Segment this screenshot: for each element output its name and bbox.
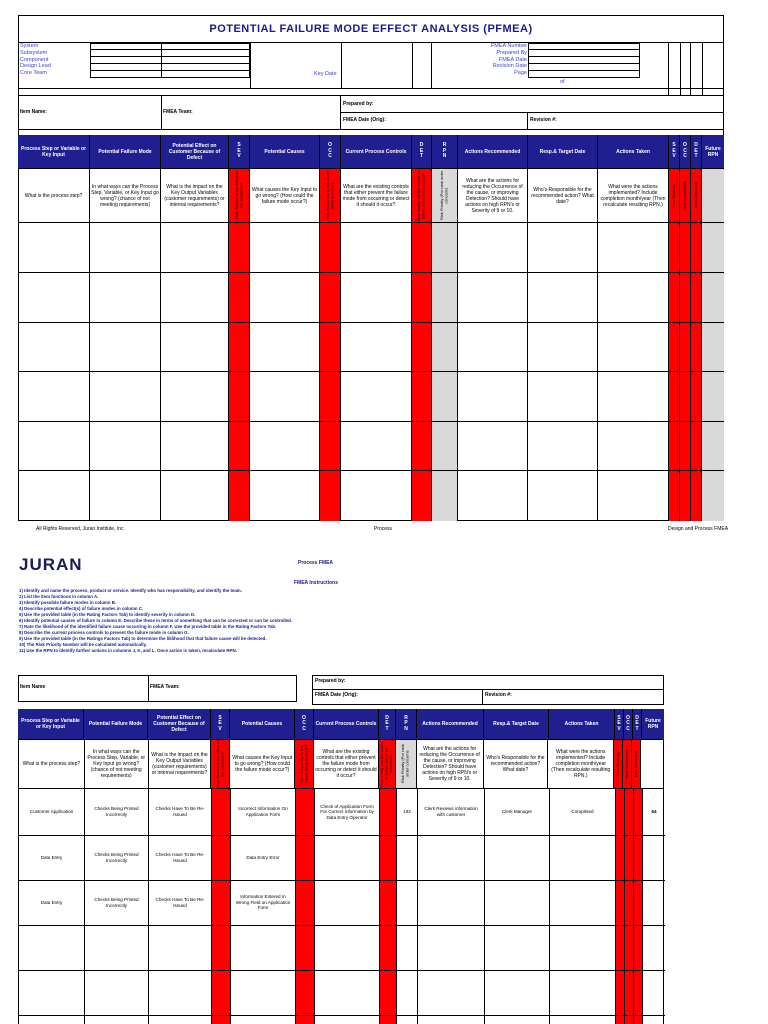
guide-future-rpn [702, 169, 724, 222]
row1-controls[interactable]: Check of Application Form For Correct Information by Data Entry Operator [320, 803, 374, 820]
s2-guide-resp: Who's Responsible for the recommended action? What date? [484, 740, 549, 788]
row2-failure-mode[interactable]: Checks Being Printed Incorrectly [94, 851, 139, 863]
guide-actions-taken: What were the actions implemented? Include completion month/year (Then recalculate resulting RPN.) [598, 169, 669, 222]
col-sev2: S E V [669, 135, 680, 168]
s2-col-future-rpn: Future RPN [642, 709, 664, 739]
s2-col-actions-taken: Actions Taken [549, 709, 615, 739]
row1-causes[interactable]: Incorrect Information On Application Form [238, 806, 288, 817]
s2-guide-det2: New Detection [632, 740, 641, 788]
s2-guide-sev2: New Severity [614, 740, 623, 788]
sheet2-item-name-label: Item Name [20, 684, 46, 690]
s2-col-det2: D E T [633, 709, 642, 739]
s2-guide-det: How easily can the cause or failure mode be detected? [379, 740, 396, 788]
guide-resp: Who's Responsible for the recommended action? What date? [528, 169, 598, 222]
label-fmea-date: FMEA Date [498, 56, 527, 63]
instruction-6: 6) Identify potential causes of failure in column E. Describe these in terms of something that can be corrected or can be controlled. [19, 618, 293, 623]
label-page: Page [514, 70, 527, 77]
instruction-5: 5) Use the provided table (in the Rating Factors Tab) to identify severity in column D. [19, 612, 196, 617]
label-revision-date: Revision Date [492, 63, 527, 70]
s2-col-det: D E T [379, 709, 396, 739]
guide-det2: New Detection [691, 169, 702, 222]
item-name-label: Item Name: [20, 109, 47, 115]
s2-guide-rpn: Risk Priority (Pro rank order concerns [396, 740, 417, 788]
s2-guide-process-step: What is the process step? [19, 740, 85, 788]
instruction-7: 7) Rate the likelihood of the identified failure cause occurring in column F. Use the provided table in the Rating Factors Tab. [19, 624, 277, 629]
guide-occ: How frequently is the cause likely to occur? [320, 169, 341, 222]
key-date-field[interactable] [341, 43, 431, 88]
col-rpn: R P N [432, 135, 458, 168]
instruction-9: 9) Use the provided table (in the Ratings Factors Tab) to determine the liklihood that that failure cause will be detected. [19, 636, 267, 641]
s2-col-sev2: S E V [615, 709, 624, 739]
s2-col-failure-effect: Potential Effect on Customer Because of Defect [148, 709, 211, 739]
col-causes: Potential Causes [250, 135, 320, 168]
s2-col-controls: Current Process Controls [314, 709, 379, 739]
revision-label: Revision #: [530, 117, 557, 123]
design-lead-field[interactable] [90, 64, 250, 71]
s2-col-actions-recommended: Actions Recommended [417, 709, 484, 739]
col-process-step: Process Step or Variable or Key Input [18, 135, 90, 168]
col-occ: O C C [320, 135, 341, 168]
column-header-row [18, 135, 724, 168]
footer-right: Design and Process FMEA [668, 526, 729, 532]
row2-effect[interactable]: Checks Have To Be Re-Issued [155, 851, 205, 863]
col-actions-recommended: Actions Recommended [458, 135, 528, 168]
row1-process-step[interactable]: Customer Application [29, 809, 74, 815]
s2-guide-occ2: New Occurrence [623, 740, 632, 788]
row1-rpn[interactable]: 192 [403, 809, 411, 815]
s2-guide-sev: How Severe is the effect to the customer? [211, 740, 230, 788]
row1-actions[interactable]: Clerk Reviews information with customer [424, 806, 478, 817]
label-page-of: of [560, 79, 565, 85]
col-det2: D E T [691, 135, 702, 168]
s2-col-process-step: Process Step or Variable or Key Input [18, 709, 84, 739]
s2-guide-actions-recommended: What are the actions for reducing the Occurrence of the cause, or improving Detection? Should have actions on high RPN's or Severity of 9 or 10. [417, 740, 484, 788]
col-resp: Resp.& Target Date [528, 135, 598, 168]
instruction-8: 8) Describe the current process controls to prevent the failure mode in column G. [19, 630, 189, 635]
sheet2-column-header-row [18, 709, 664, 739]
instruction-1: 1) Identify and name the process, product or service. Identify who has responsibility, and identify the team. [19, 588, 242, 593]
guide-failure-effect: What is the impact on the Key Output Variables (customer requirements) or internal requirements? [161, 169, 229, 222]
instruction-11: 11) Use the RPN to identify further actions in columns J, K, and L. Once action is taken, recalculate RPN. [19, 648, 237, 653]
data-grid-2[interactable] [18, 789, 664, 1024]
row1-effect[interactable]: Checks Have To Be Re-Issued [155, 806, 205, 817]
col-actions-taken: Actions Taken [598, 135, 669, 168]
fmea-date-field[interactable] [528, 57, 640, 64]
core-team-field[interactable] [90, 71, 250, 78]
s2-col-sev: S E V [211, 709, 230, 739]
instruction-3: 3) Identify possible failure modes in column B. [19, 600, 117, 605]
instruction-4: 4) Describe potential effect(s) of failure modes in column C. [19, 606, 144, 611]
instructions-list [19, 588, 499, 654]
header-left-labels [20, 43, 90, 77]
guide-det: How easily can the cause or failure mode be detected? [412, 169, 432, 222]
col-future-rpn: Future RPN [702, 135, 724, 168]
label-component: Component [20, 56, 49, 63]
revision-date-field[interactable] [528, 64, 640, 71]
sheet2-prepared-block [312, 675, 664, 705]
row3-failure-mode[interactable]: Checks Being Printed Incorrectly [94, 896, 139, 908]
guide-failure-mode: In what ways can the Process Step, Variable, or Key Input go wrong? (chance of not meeting requirements) [90, 169, 161, 222]
footer-center: Process [374, 526, 393, 532]
row2-causes[interactable]: Data Entry Error [246, 854, 280, 860]
sheet2-fmea-date-label: FMEA Date (Orig): [315, 692, 358, 698]
s2-guide-future-rpn [641, 740, 663, 788]
fmea-team-label: FMEA Team: [163, 109, 193, 115]
guide-occ2: New Occurrence [680, 169, 691, 222]
guide-process-step: What is the process step? [18, 169, 90, 222]
sheet2-revision-label: Revision #: [485, 692, 512, 698]
s2-guide-controls: What are the existing controls that either prevent the failure mode from occurring or detect it should it occur? [314, 740, 379, 788]
row1-failure-mode[interactable]: Checks Being Printed Incorrectly [94, 806, 139, 817]
s2-guide-failure-mode: In what ways can the Process Step, Variable, or Key Input go wrong? (chance of not meeting requirements) [85, 740, 149, 788]
guide-sev: How Severe is the effect to the customer? [229, 169, 250, 222]
col-failure-effect: Potential Effect on Customer Because of Defect [161, 135, 229, 168]
guide-actions-recommended: What are the actions for reducing the Occurrence of the cause, or improving Detection? Should have actions on high RPN's or Severity of 9 or 10. [458, 169, 528, 222]
fmea-number-field[interactable] [528, 43, 640, 50]
row2-process-step[interactable]: Data Entry [40, 854, 63, 860]
s2-col-occ: O C C [295, 709, 314, 739]
row3-process-step[interactable]: Data Entry [40, 899, 63, 905]
guide-row [18, 168, 724, 223]
sheet2-subheading: FMEA Instructions [294, 580, 338, 586]
sheet2-heading: Process FMEA [298, 560, 334, 566]
label-key-date: Key Date [314, 71, 337, 77]
sheet2-prepared-by-label: Prepared by: [315, 678, 346, 684]
row1-resp[interactable]: Clerk Manager [501, 809, 533, 815]
prepared-by-label: Prepared by: [343, 101, 374, 107]
component-field[interactable] [90, 57, 250, 64]
fmea-date-orig-label: FMEA Date (Orig): [343, 117, 386, 123]
s2-guide-occ: How frequently is the cause likely to occur? [295, 740, 314, 788]
label-system: System [20, 43, 39, 49]
sheet2-guide-row [18, 739, 664, 789]
col-occ2: O C C [680, 135, 691, 168]
guide-sev2: New Severity [669, 169, 680, 222]
row3-effect[interactable]: Checks Have To Be Re-Issued [155, 896, 205, 908]
s2-col-resp: Resp.& Target Date [484, 709, 549, 739]
prepared-by-field[interactable] [528, 50, 640, 57]
data-grid-1[interactable] [18, 223, 724, 521]
s2-col-occ2: O C C [624, 709, 633, 739]
label-design-lead: Design Lead [20, 63, 51, 70]
page-field[interactable] [528, 71, 640, 78]
guide-causes: What causes the Key Input to go wrong? (How could the failure mode occur?) [250, 169, 320, 222]
page-title: POTENTIAL FAILURE MODE EFFECT ANALYSIS (PFMEA) [209, 23, 533, 35]
juran-logo: JURAN [19, 555, 83, 574]
row1-future-rpn[interactable]: 64 [651, 809, 657, 815]
system-field[interactable] [90, 43, 250, 50]
label-core-team: Core Team [20, 70, 47, 77]
label-subsystem: Subsystem [20, 49, 48, 56]
s2-col-failure-mode: Potential Failure Mode [84, 709, 148, 739]
sheet2-fmea-team-label: FMEA Team: [150, 684, 180, 690]
s2-col-rpn: R P N [396, 709, 417, 739]
header-right-labels [432, 43, 527, 77]
row1-taken[interactable]: Completed [571, 809, 594, 815]
label-prepared-by: Prepared By [496, 49, 527, 56]
col-controls: Current Process Controls [341, 135, 412, 168]
guide-rpn: Risk Priority (Pro rank order concerns [432, 169, 458, 222]
guide-controls: What are the existing controls that either prevent the failure mode from occurring or detect it should it occur? [341, 169, 412, 222]
footer-copyright: All Rights Reserved, Juran Institute, Inc. [36, 526, 125, 532]
instruction-10: 10) The Risk Priority Number will be calculated automatically. [19, 642, 147, 647]
col-sev: S E V [229, 135, 250, 168]
s2-col-causes: Potential Causes [230, 709, 295, 739]
row3-causes[interactable]: Information Entered In Wrong Field on Application Form [235, 894, 291, 911]
col-det: D E T [412, 135, 432, 168]
subsystem-field[interactable] [90, 50, 250, 57]
instruction-2: 2) List the item functions in column A. [19, 594, 99, 599]
s2-guide-actions-taken: What were the actions implemented? Include completion month/year (Then recalculate resulting RPN.) [548, 740, 614, 788]
s2-guide-causes: What causes the Key Input to go wrong? (How could the failure mode occur?) [230, 740, 295, 788]
s2-guide-failure-effect: What is the impact on the Key Output Variables (customer requirements) or internal requirements? [149, 740, 212, 788]
label-fmea-number: FMEA Number [490, 43, 527, 49]
col-failure-mode: Potential Failure Mode [90, 135, 161, 168]
